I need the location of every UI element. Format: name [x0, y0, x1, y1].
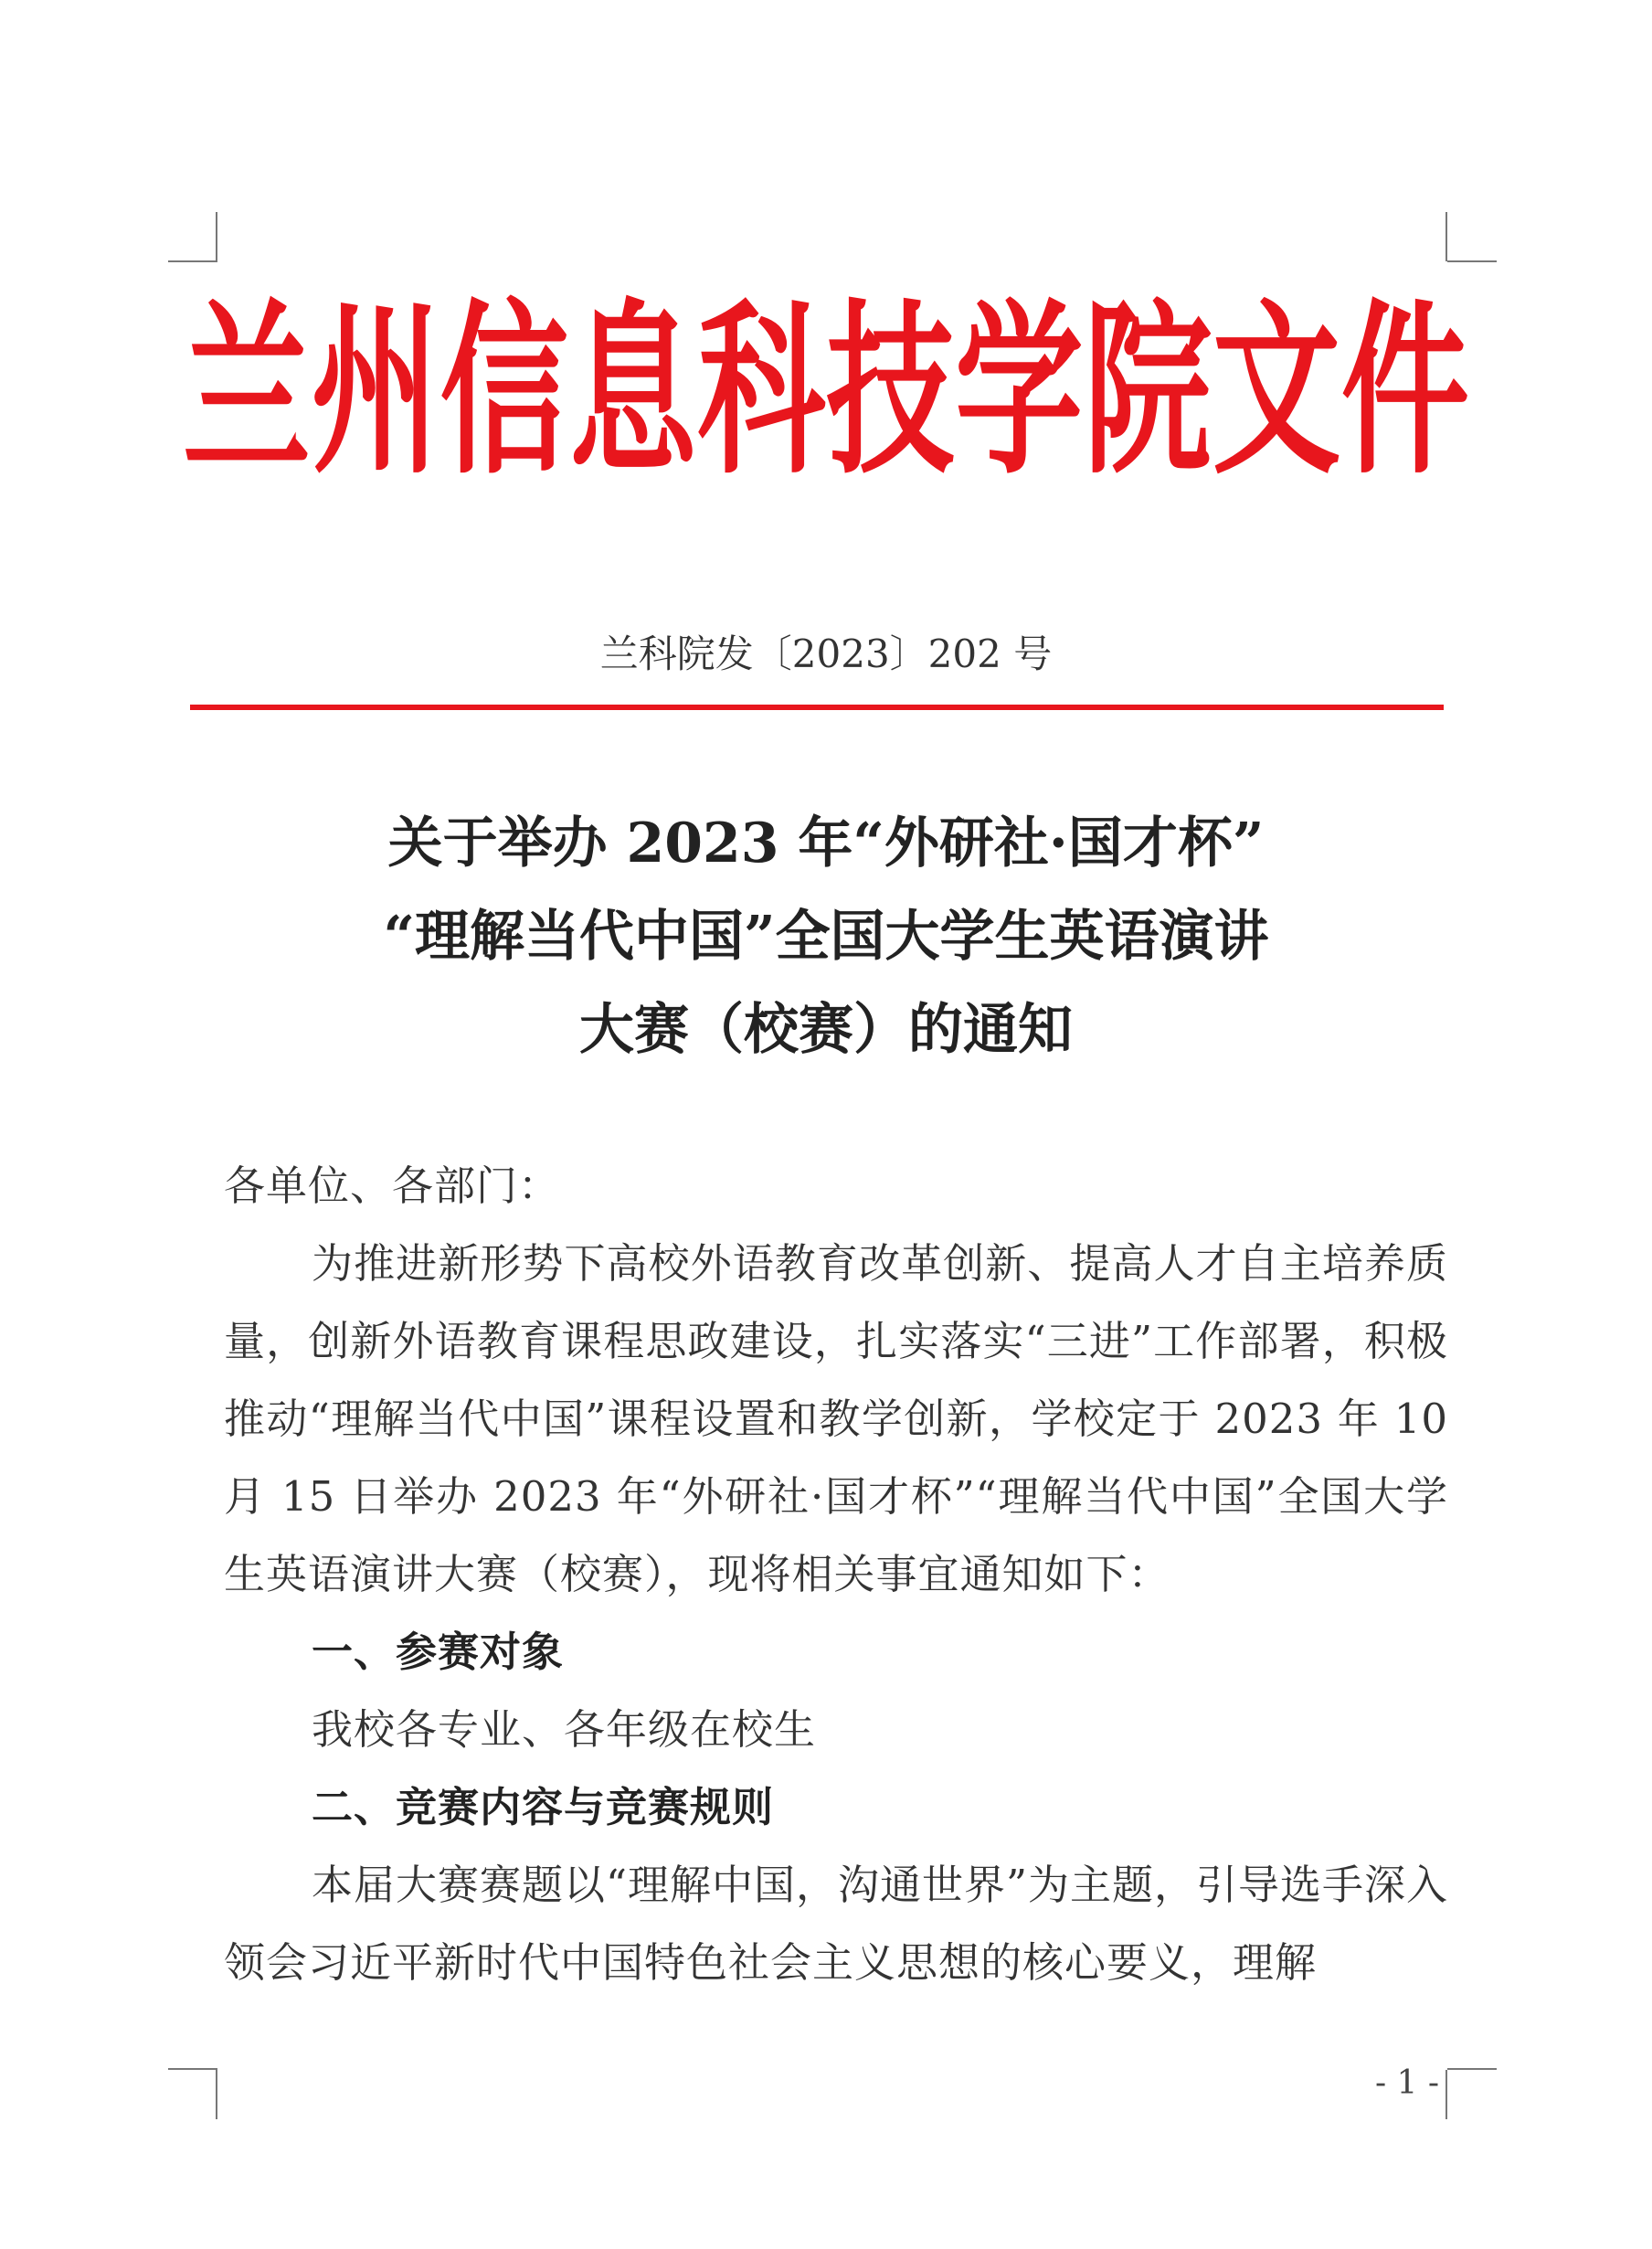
masthead-char: 学 — [955, 284, 1084, 501]
page-number: - 1 - — [1374, 2064, 1440, 2102]
red-separator-line — [190, 705, 1444, 710]
crop-mark-bottom-right-vertical — [1446, 2070, 1447, 2119]
crop-mark-top-left-horizontal — [168, 260, 217, 262]
section-heading-participants: 一、参赛对象 — [312, 1628, 565, 1676]
crop-mark-bottom-right-horizontal — [1447, 2068, 1497, 2070]
masthead-char: 兰 — [183, 284, 312, 501]
participants-paragraph: 我校各专业、各年级在校生 — [312, 1705, 817, 1754]
salutation: 各单位、各部门： — [224, 1162, 561, 1210]
masthead-char: 息 — [568, 284, 697, 501]
crop-mark-top-right-horizontal — [1447, 260, 1497, 262]
title-line: “理解当代中国”全国大学生英语演讲 — [383, 905, 1269, 969]
masthead-char: 科 — [697, 284, 826, 501]
document-title — [0, 797, 1652, 1077]
masthead-char: 州 — [311, 284, 439, 501]
section-heading-content-rules: 二、竞赛内容与竞赛规则 — [312, 1783, 775, 1831]
content-rules-paragraph: 本届大赛赛题以“理解中国，沟通世界”为主题，引导选手深入领会习近平新时代中国特色社会主义思想的核心要义，理解 — [224, 1861, 1449, 1987]
title-line: 大赛（校赛）的通知 — [579, 998, 1073, 1062]
title-line: 关于举办 2023 年“外研社·国才杯” — [387, 812, 1265, 875]
document-body — [224, 1147, 1448, 2001]
crop-mark-top-left-vertical — [216, 212, 217, 261]
masthead-char: 文 — [1213, 284, 1341, 501]
masthead-char: 院 — [1084, 284, 1213, 501]
document-number: 兰科院发〔2023〕202 号 — [599, 631, 1053, 676]
crop-mark-bottom-left-horizontal — [168, 2068, 217, 2070]
crop-mark-top-right-vertical — [1446, 212, 1447, 261]
masthead-char: 信 — [439, 284, 568, 501]
crop-mark-bottom-left-vertical — [216, 2070, 217, 2119]
masthead-char: 技 — [826, 284, 955, 501]
document-masthead — [183, 284, 1469, 501]
intro-paragraph: 为推进新形势下高校外语教育改革创新、提高人才自主培养质量，创新外语教育课程思政建设，扎实落实“三进”工作部署，积极推动“理解当代中国”课程设置和教学创新，学校定于 2023 年 10 月 15 日举办 2023 年“外研社·国才杯”“理解当代中国”全国大学生英语演讲大赛（校赛），现将相关事宜通知如下： — [224, 1239, 1448, 1598]
masthead-char: 件 — [1340, 284, 1469, 501]
